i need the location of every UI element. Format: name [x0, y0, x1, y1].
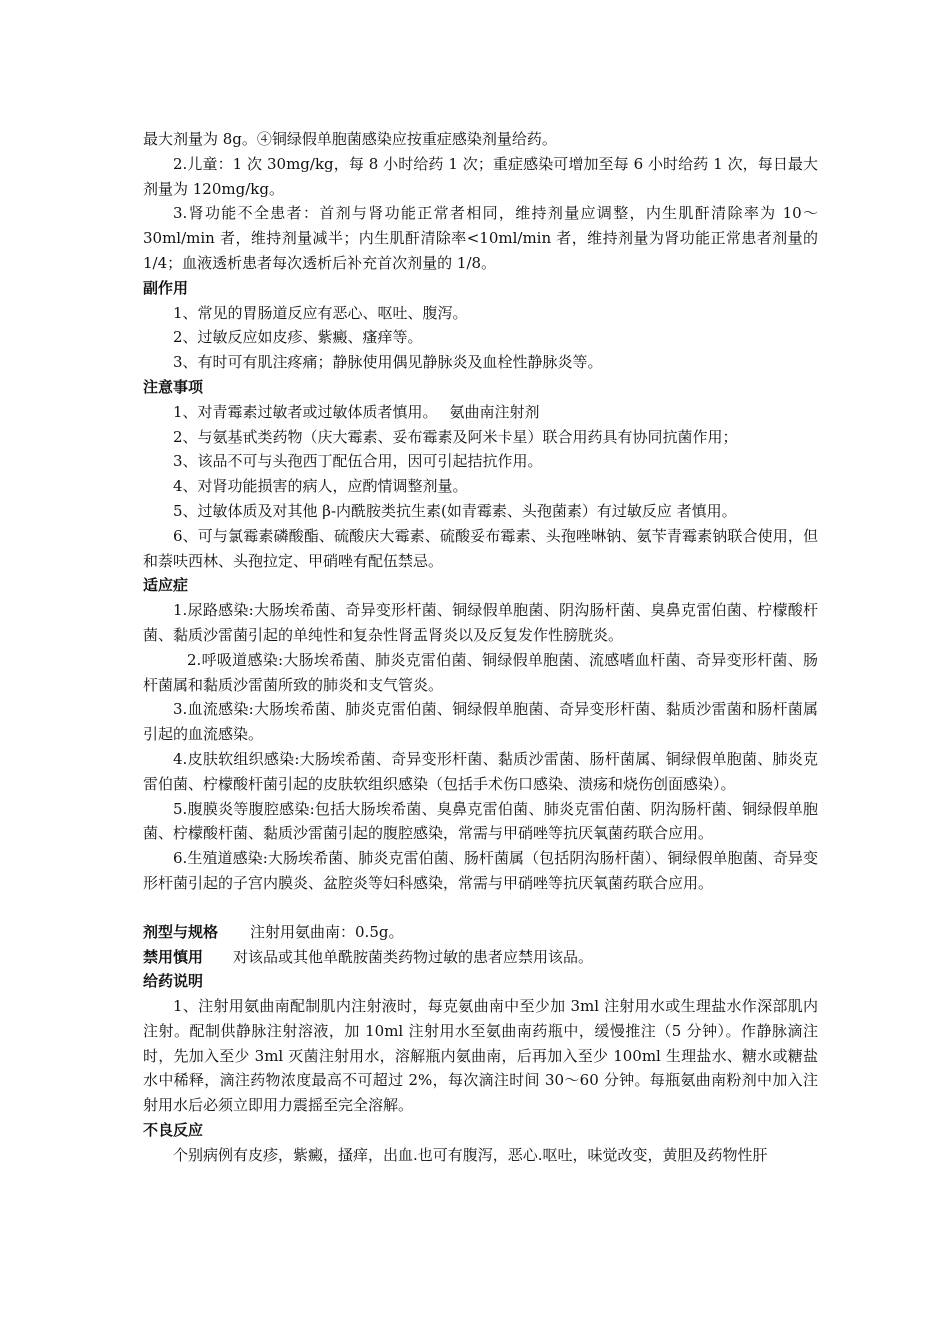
- precautions-heading: 注意事项: [143, 377, 204, 396]
- contraindications-heading: 禁用慎用: [143, 947, 204, 966]
- contraindications-line: [143, 945, 818, 970]
- side-effect-item: 2、过敏反应如皮疹、紫癜、瘙痒等。: [173, 328, 423, 347]
- dosage-renal: 3.肾功能不全患者：首剂与肾功能正常者相同，维持剂量应调整，内生肌酐清除率为 10～30ml/min 者，维持剂量减半；内生肌酐清除率<10ml/min 者，维持剂量为肾功能正常患者剂量的 1/4；血液透析患者每次透析后补充首次剂量的 1/8。: [143, 204, 818, 272]
- precaution-item: 3、该品不可与头孢西丁配伍合用，因可引起拮抗作用。: [173, 452, 543, 471]
- side-effects-heading: 副作用: [143, 278, 189, 297]
- precaution-item: 4、对肾功能损害的病人，应酌情调整剂量。: [173, 477, 468, 496]
- indication-item: 4.皮肤软组织感染:大肠埃希菌、奇异变形杆菌、黏质沙雷菌、肠杆菌属、铜绿假单胞菌、肺炎克雷伯菌、柠檬酸杆菌引起的皮肤软组织感染（包括手术伤口感染、溃疡和烧伤创面感染）。: [143, 749, 818, 793]
- dosage-adult-tail: 最大剂量为 8g。④铜绿假单胞菌感染应按重症感染剂量给药。: [143, 130, 557, 148]
- dosage-form-text: 注射用氨曲南：0.5g。: [250, 922, 404, 941]
- indication-item: 6.生殖道感染:大肠埃希菌、肺炎克雷伯菌、肠杆菌属（包括阴沟肠杆菌）、铜绿假单胞菌、奇异变形杆菌引起的子宫内膜炎、盆腔炎等妇科感染，常需与甲硝唑等抗厌氧菌药联合应用。: [143, 849, 818, 892]
- side-effect-item: 3、有时可有肌注疼痛；静脉使用偶见静脉炎及血栓性静脉炎等。: [173, 353, 603, 372]
- dosage-form-line: [143, 920, 818, 945]
- blank-line: [143, 896, 818, 920]
- precaution-item: 6、可与氯霉素磷酸酯、硫酸庆大霉素、硫酸妥布霉素、头孢唑啉钠、氨苄青霉素钠联合使用，但和萘呋西林、头孢拉定、甲硝唑有配伍禁忌。: [143, 526, 818, 570]
- administration-heading: 给药说明: [143, 972, 204, 991]
- adverse-reactions-heading: 不良反应: [143, 1121, 204, 1140]
- dosage-form-heading: 剂型与规格: [143, 922, 219, 941]
- contraindications-text: 对该品或其他单酰胺菌类药物过敏的患者应禁用该品。: [233, 947, 594, 966]
- precaution-item: 5、过敏体质及对其他 β-内酰胺类抗生素(如青霉素、头孢菌素）有过敏反应 者慎用。: [173, 501, 737, 520]
- indication-item: 5.腹膜炎等腹腔感染:包括大肠埃希菌、臭鼻克雷伯菌、肺炎克雷伯菌、阴沟肠杆菌、铜绿假单胞菌、柠檬酸杆菌、黏质沙雷菌引起的腹腔感染，常需与甲硝唑等抗厌氧菌药联合应用。: [143, 799, 818, 843]
- administration-text: 1、注射用氨曲南配制肌内注射液时，每克氨曲南中至少加 3ml 注射用水或生理盐水作深部肌内注射。配制供静脉注射溶液，加 10ml 注射用水至氨曲南药瓶中，缓慢推注（5 分钟）。作静脉滴注时，先加入至少 3ml 灭菌注射用水，溶解瓶内氨曲南，后再加入至少 100ml 生理盐水、糖水或糖盐水中稀释，滴注药物浓度最高不可超过 2%，每次滴注时间 30～60 分钟。每瓶氨曲南粉剂中加入注射用水后必须立即用力震摇至完全溶解。: [143, 997, 818, 1115]
- indication-item: 3.血流感染:大肠埃希菌、肺炎克雷伯菌、铜绿假单胞菌、奇异变形杆菌、黏质沙雷菌和肠杆菌属引起的血流感染。: [143, 700, 818, 744]
- document-body: [143, 127, 818, 1168]
- adverse-reactions-text: 个别病例有皮疹，紫癜，搔痒，出血.也可有腹泻，恶心.呕吐，味觉改变，黄胆及药物性肝: [173, 1145, 768, 1164]
- precaution-item-note: 氨曲南注射剂: [449, 402, 540, 421]
- side-effect-item: 1、常见的胃肠道反应有恶心、呕吐、腹泻。: [173, 303, 468, 322]
- indication-item: 1.尿路感染:大肠埃希菌、奇异变形杆菌、铜绿假单胞菌、阴沟肠杆菌、臭鼻克雷伯菌、柠檬酸杆菌、黏质沙雷菌引起的单纯性和复杂性肾盂肾炎以及反复发作性膀胱炎。: [143, 601, 818, 644]
- indications-heading: 适应症: [143, 576, 189, 595]
- indication-item: 2.呼吸道感染:大肠埃希菌、肺炎克雷伯菌、铜绿假单胞菌、流感嗜血杆菌、奇异变形杆菌、肠杆菌属和黏质沙雷菌所致的肺炎和支气管炎。: [143, 650, 818, 694]
- precaution-item-text: 1、对青霉素过敏者或过敏体质者慎用。: [173, 402, 438, 421]
- precaution-item: 2、与氨基甙类药物（庆大霉素、妥布霉素及阿米卡星）联合用药具有协同抗菌作用；: [173, 427, 738, 446]
- precaution-item: [143, 400, 818, 425]
- dosage-children: 2.儿童：1 次 30mg/kg，每 8 小时给药 1 次；重症感染可增加至每 6 小时给药 1 次，每日最大剂量为 120mg/kg。: [143, 154, 818, 198]
